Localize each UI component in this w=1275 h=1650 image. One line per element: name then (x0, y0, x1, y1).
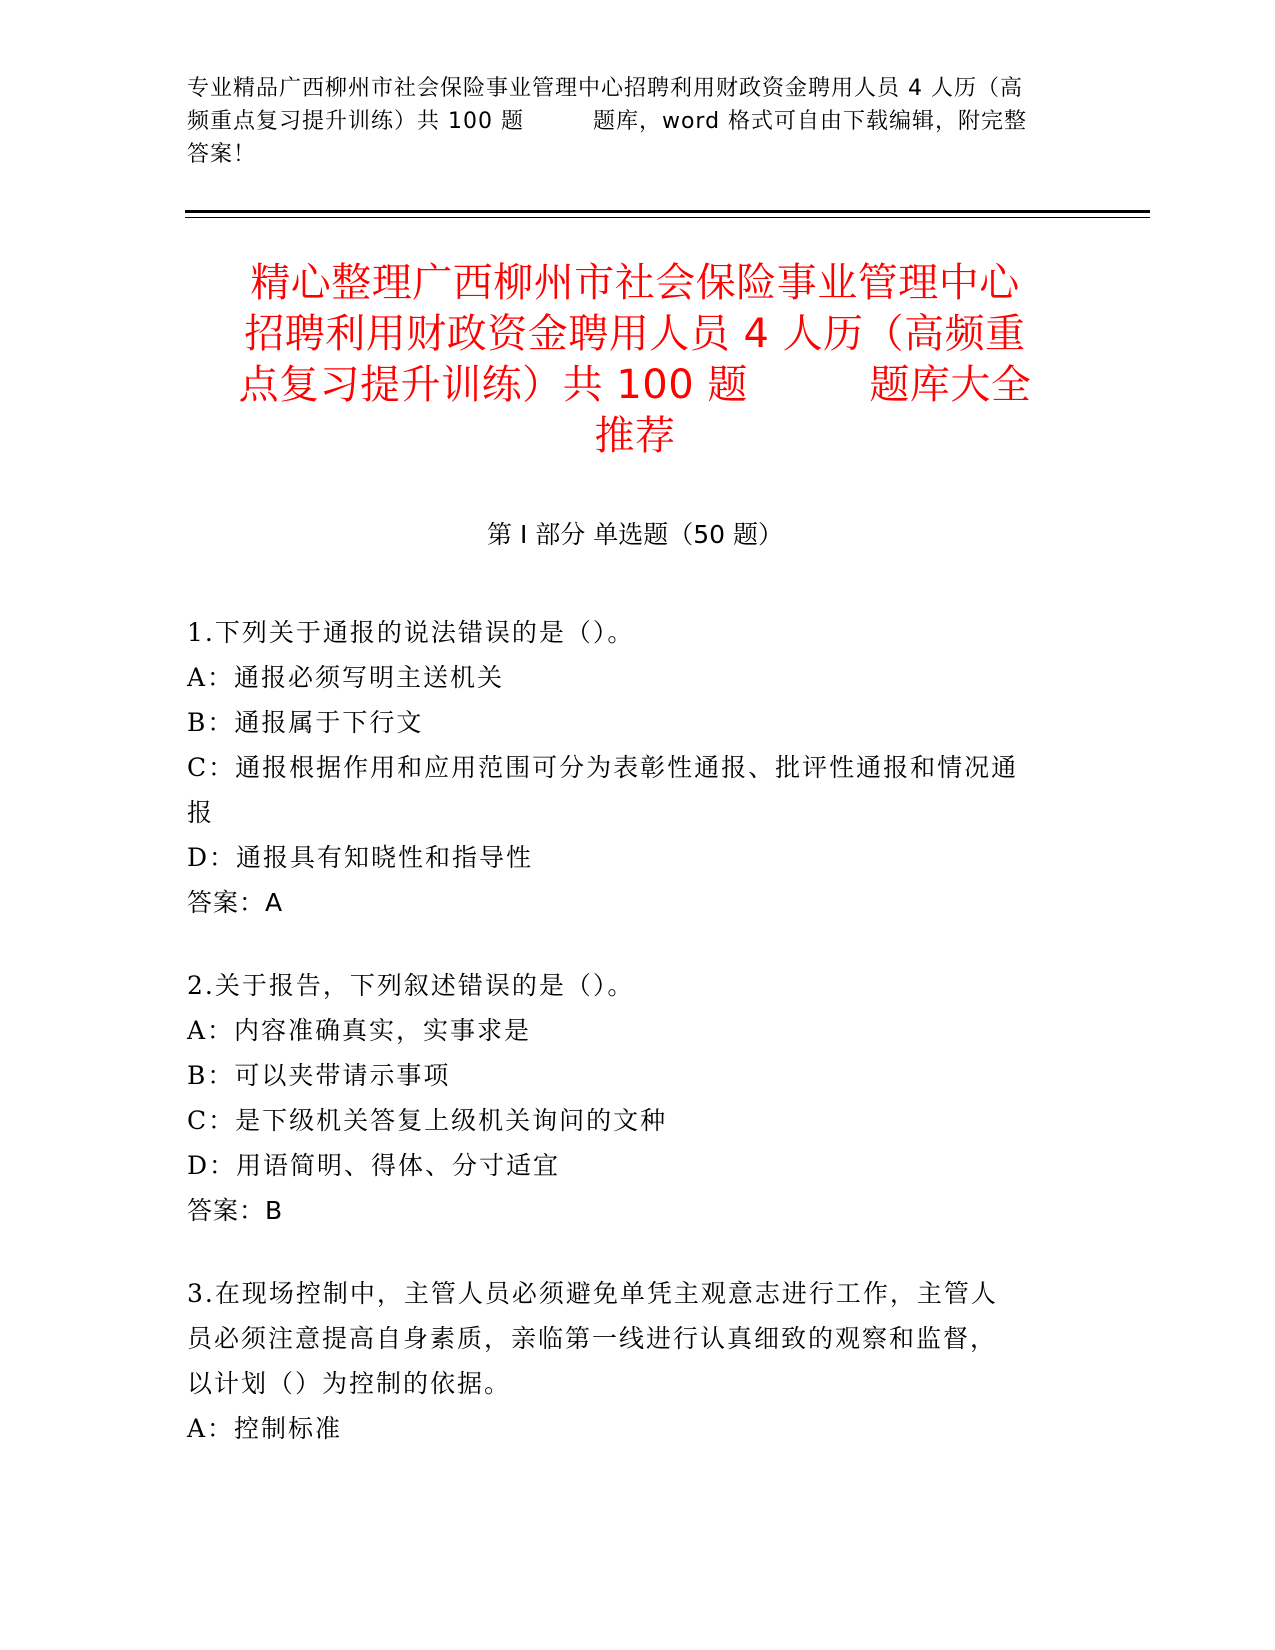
main-title-line: 点复习提升训练）共 100 题 题库大全 (238, 362, 1032, 408)
question-stem: 2.关于报告，下列叙述错误的是（）。 (187, 971, 635, 1000)
question-option-a: A：控制标准 (187, 1414, 343, 1443)
header-note-line: 频重点复习提升训练）共 100 题 题库，word 格式可自由下载编辑，附完整 (187, 109, 1028, 134)
header-note-line: 答案！ (187, 142, 257, 167)
question-answer: 答案：A (187, 888, 284, 917)
question-option-c: C：是下级机关答复上级机关询问的文种 (187, 1106, 668, 1135)
question-option-b: B：通报属于下行文 (187, 708, 424, 737)
header-note-line: 专业精品广西柳州市社会保险事业管理中心招聘利用财政资金聘用人员 4 人历（高 (187, 76, 1023, 101)
question-option-c: C：通报根据作用和应用范围可分为表彰性通报、批评性通报和情况通 (187, 753, 1019, 782)
question-stem: 1.下列关于通报的说法错误的是（）。 (187, 618, 635, 647)
section-title: 第 I 部分 单选题（50 题） (487, 520, 783, 549)
question-item (187, 963, 1087, 1233)
main-title-line: 精心整理广西柳州市社会保险事业管理中心 (250, 260, 1020, 306)
question-option-a: A：内容准确真实，实事求是 (187, 1016, 532, 1045)
header-note (187, 72, 1087, 171)
question-item (187, 610, 1087, 925)
question-option-c-continued: 报 (187, 798, 215, 827)
main-title-line: 推荐 (594, 413, 676, 459)
header-divider-thin (185, 217, 1150, 218)
question-stem: 3.在现场控制中，主管人员必须避免单凭主观意志进行工作，主管人 (187, 1279, 998, 1308)
question-option-d: D：用语简明、得体、分寸适宜 (187, 1151, 561, 1180)
main-title-line: 招聘利用财政资金聘用人员 4 人历（高频重 (244, 311, 1026, 357)
question-option-d: D：通报具有知晓性和指导性 (187, 843, 534, 872)
question-stem: 以计划（）为控制的依据。 (187, 1369, 512, 1398)
question-stem: 员必须注意提高自身素质，亲临第一线进行认真细致的观察和监督， (187, 1324, 998, 1353)
question-item (187, 1271, 1087, 1451)
question-answer: 答案：B (187, 1196, 284, 1225)
header-divider-thick (185, 210, 1150, 213)
question-option-b: B：可以夹带请示事项 (187, 1061, 451, 1090)
main-title (185, 258, 1085, 462)
question-list (187, 610, 1087, 1489)
question-option-a: A：通报必须写明主送机关 (187, 663, 505, 692)
